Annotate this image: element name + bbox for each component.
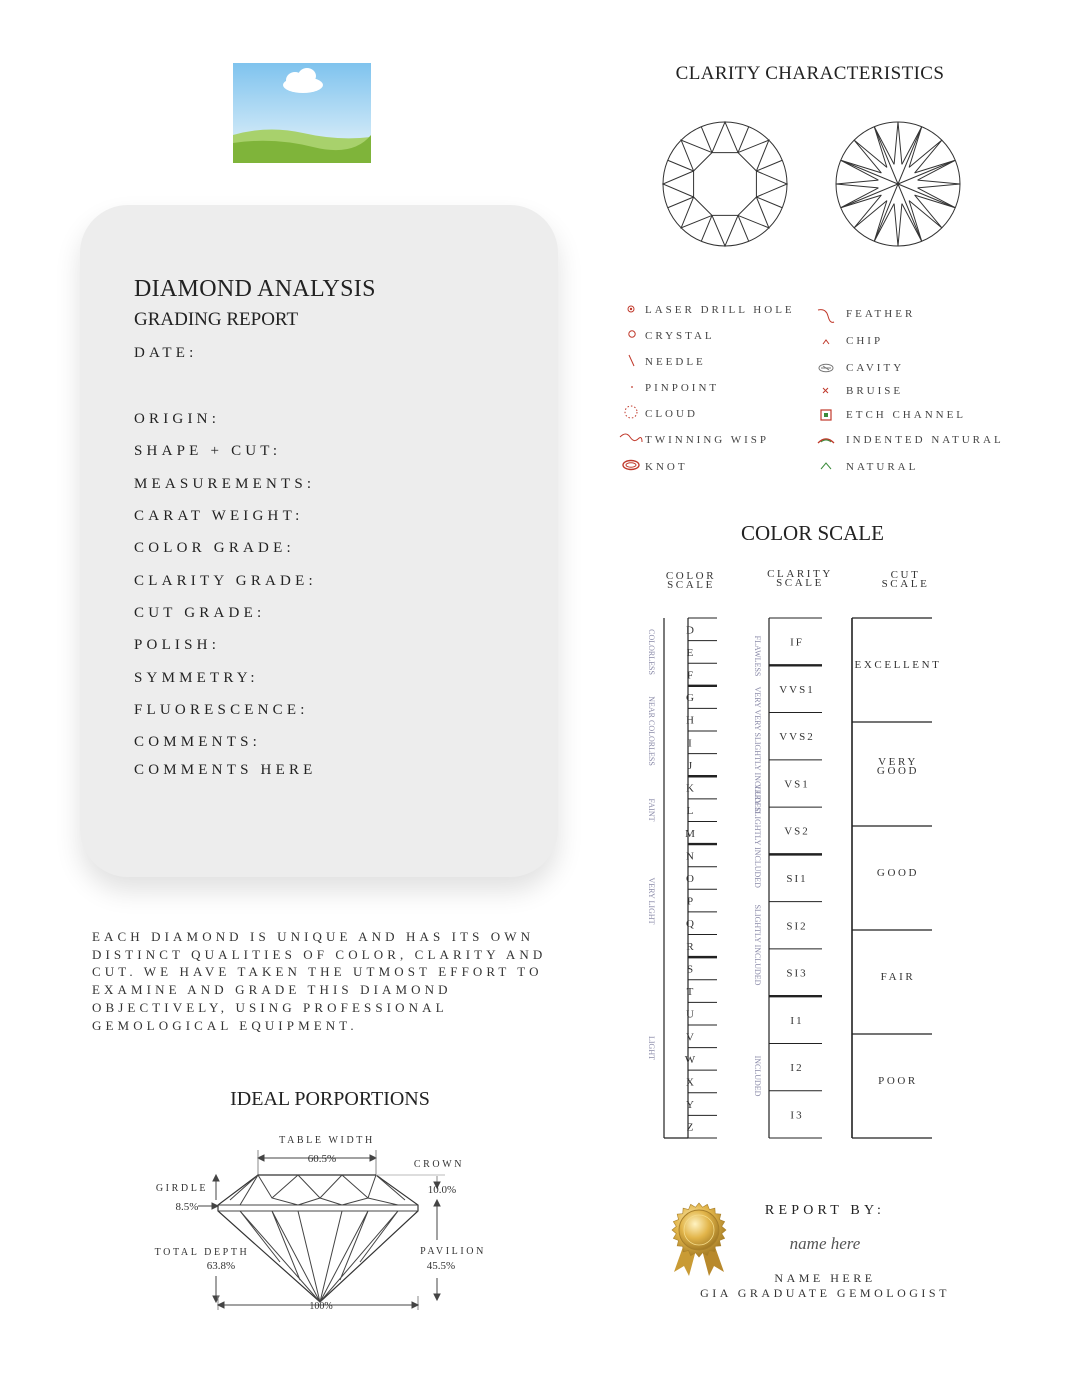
field-color-grade: COLOR GRADE: <box>134 540 295 556</box>
legend-pinpoint: PINPOINT <box>645 382 720 394</box>
color-grade-n: N <box>686 850 694 863</box>
clarity-grade-if: IF <box>790 636 804 649</box>
legend-twinning-wisp: TWINNING WISP <box>645 434 770 446</box>
color-grade-m: M <box>685 827 695 840</box>
color-grade-o: O <box>686 873 694 885</box>
legend-bruise: BRUISE <box>846 385 904 397</box>
ideal-proportions-diagram <box>150 1128 500 1318</box>
field-cut-grade: CUT GRADE: <box>134 605 266 621</box>
color-scale-title: COLOR SCALE <box>741 521 884 545</box>
color-grade-l: L <box>686 805 694 818</box>
table-width-value: 60.5% <box>307 1153 337 1165</box>
cut-scale-heading: CUT SCALE <box>881 569 930 590</box>
color-grade-j: J <box>687 759 693 772</box>
legend-cloud: CLOUD <box>645 408 698 420</box>
total-depth-value: 63.8% <box>206 1260 236 1272</box>
crown-value: 10.0% <box>427 1184 457 1196</box>
color-group-label: FAINT <box>647 798 656 822</box>
color-grade-k: K <box>686 782 694 795</box>
color-grade-y: Y <box>686 1099 694 1112</box>
color-grade-q: Q <box>686 918 694 931</box>
cavity-icon <box>819 364 833 372</box>
clarity-group-label: VERY SLIGHTLY INCLUDED <box>753 784 762 888</box>
natural-icon <box>821 463 831 469</box>
field-fluorescence: FLUORESCENCE: <box>134 702 309 718</box>
report-disclaimer: EACH DIAMOND IS UNIQUE AND HAS ITS OWN DISTINCT QUALITIES OF COLOR, CLARITY AND CUT. WE HAVE TAKEN THE UTMOST EFFORT TO EXAMINE AND GRADE THIS DIAMOND OBJECTIVELY, USING PROFESSIONAL GEMOLOGICAL EQUIPMENT. <box>92 929 547 1033</box>
clarity-grade-si2: SI2 <box>786 920 808 933</box>
field-measurements: MEASUREMENTS: <box>134 476 316 492</box>
diamond-plot-diagrams <box>655 115 970 255</box>
field-symmetry: SYMMETRY: <box>134 670 259 686</box>
pavilion-value: 45.5% <box>426 1260 456 1272</box>
clarity-characteristics-title: CLARITY CHARACTERISTICS <box>675 63 945 84</box>
laser-drill-hole-icon <box>628 306 634 312</box>
color-grade-u: U <box>686 1008 694 1021</box>
field-comments: COMMENTS: <box>134 734 261 750</box>
girdle-label: GIRDLE <box>155 1183 209 1194</box>
indented-natural-icon <box>818 439 834 443</box>
color-grade-z: Z <box>686 1121 694 1134</box>
grading-scales <box>640 610 950 1145</box>
report-photo <box>233 63 371 163</box>
color-group-label: NEAR COLORLESS <box>647 696 656 766</box>
color-grade-e: E <box>686 646 694 659</box>
pinpoint-icon <box>631 386 633 388</box>
signature: name here <box>789 1234 861 1253</box>
color-group-label: VERY LIGHT <box>647 877 656 925</box>
field-polish: POLISH: <box>134 637 221 653</box>
field-shape-cut: SHAPE + CUT: <box>134 443 282 459</box>
clarity-group-label: VERY VERY SLIGHTLY INCLUDED <box>753 686 762 814</box>
report-subtitle: GRADING REPORT <box>134 309 299 330</box>
color-scale-heading: COLOR SCALE <box>665 570 717 591</box>
clarity-grade-si3: SI3 <box>786 967 808 980</box>
color-group-label: COLORLESS <box>647 629 656 675</box>
clarity-group-label: FLAWLESS <box>753 635 762 677</box>
color-grade-g: G <box>686 692 694 705</box>
clarity-grade-i1: I1 <box>790 1014 804 1027</box>
color-group-label: LIGHT <box>647 1036 656 1060</box>
clarity-grade-i2: I2 <box>790 1062 804 1075</box>
legend-knot: KNOT <box>645 461 688 473</box>
color-grade-x: X <box>686 1076 694 1089</box>
comments-value: COMMENTS HERE <box>134 762 317 778</box>
total-depth-label: TOTAL DEPTH <box>154 1247 250 1258</box>
bruise-icon <box>823 388 828 393</box>
clarity-grade-si1: SI1 <box>786 873 808 885</box>
color-grade-t: T <box>686 986 694 999</box>
legend-chip: CHIP <box>846 335 884 347</box>
legend-natural: NATURAL <box>846 461 919 473</box>
clarity-grade-vvs1: VVS1 <box>779 683 815 696</box>
crown-view-diagram <box>663 122 787 246</box>
crystal-icon <box>629 331 635 337</box>
chip-icon <box>823 340 829 344</box>
legend-needle: NEEDLE <box>645 356 706 368</box>
color-grade-f: F <box>686 669 694 682</box>
legend-indented-natural: INDENTED NATURAL <box>846 434 1004 446</box>
clarity-scale-heading: CLARITY SCALE <box>767 568 833 589</box>
twinning-wisp-icon <box>620 434 642 442</box>
crown-label: CROWN <box>413 1159 465 1170</box>
cut-grade-good: GOOD <box>876 867 920 879</box>
field-origin: ORIGIN: <box>134 411 221 427</box>
pavilion-view-diagram <box>836 122 960 246</box>
report-title: DIAMOND ANALYSIS <box>134 276 376 302</box>
color-grade-i: I <box>688 737 692 750</box>
gemologist-name: NAME HERE <box>774 1271 876 1285</box>
clarity-grade-vs1: VS1 <box>784 778 810 791</box>
cut-grade-excellent: EXCELLENT <box>854 659 942 671</box>
legend-laser-drill-hole: LASER DRILL HOLE <box>645 304 795 316</box>
clarity-group-label: INCLUDED <box>753 1055 762 1097</box>
field-carat-weight: CARAT WEIGHT: <box>134 508 304 524</box>
needle-icon <box>629 355 634 366</box>
cut-grade-fair: FAIR <box>880 971 916 983</box>
gemologist-role: GIA GRADUATE GEMOLOGIST <box>700 1286 950 1300</box>
legend-feather: FEATHER <box>846 308 916 320</box>
knot-icon <box>623 461 639 470</box>
color-grade-s: S <box>686 963 694 976</box>
cut-grade-very-good: VERY <box>878 756 918 768</box>
color-grade-d: D <box>686 624 694 637</box>
feather-icon <box>818 310 834 323</box>
color-grade-p: P <box>686 895 694 908</box>
color-grade-w: W <box>684 1053 696 1066</box>
legend-etch-channel: ETCH CHANNEL <box>846 409 967 421</box>
etch-channel-icon <box>821 410 831 420</box>
color-grade-h: H <box>686 714 694 727</box>
color-grade-r: R <box>686 940 694 953</box>
clarity-grade-vvs2: VVS2 <box>779 731 815 744</box>
clarity-group-label: SLIGHTLY INCLUDED <box>753 904 762 986</box>
legend-cavity: CAVITY <box>846 362 905 374</box>
table-width-label: TABLE WIDTH <box>279 1135 375 1146</box>
clarity-grade-i3: I3 <box>790 1109 804 1122</box>
cut-grade-very-good: GOOD <box>876 765 920 777</box>
report-by-label: REPORT BY: <box>764 1203 886 1218</box>
cut-grade-poor: POOR <box>878 1075 918 1087</box>
pavilion-label: PAVILION <box>420 1246 486 1257</box>
diameter-value: 100% <box>309 1301 333 1312</box>
cloud-icon <box>625 406 637 418</box>
color-grade-v: V <box>686 1031 694 1044</box>
girdle-value: 8.5% <box>175 1201 199 1213</box>
legend-crystal: CRYSTAL <box>645 330 715 342</box>
clarity-grade-vs2: VS2 <box>784 825 810 838</box>
field-date: DATE: <box>134 345 198 361</box>
field-clarity-grade: CLARITY GRADE: <box>134 573 317 589</box>
ideal-proportions-title: IDEAL PORPORTIONS <box>230 1088 430 1110</box>
